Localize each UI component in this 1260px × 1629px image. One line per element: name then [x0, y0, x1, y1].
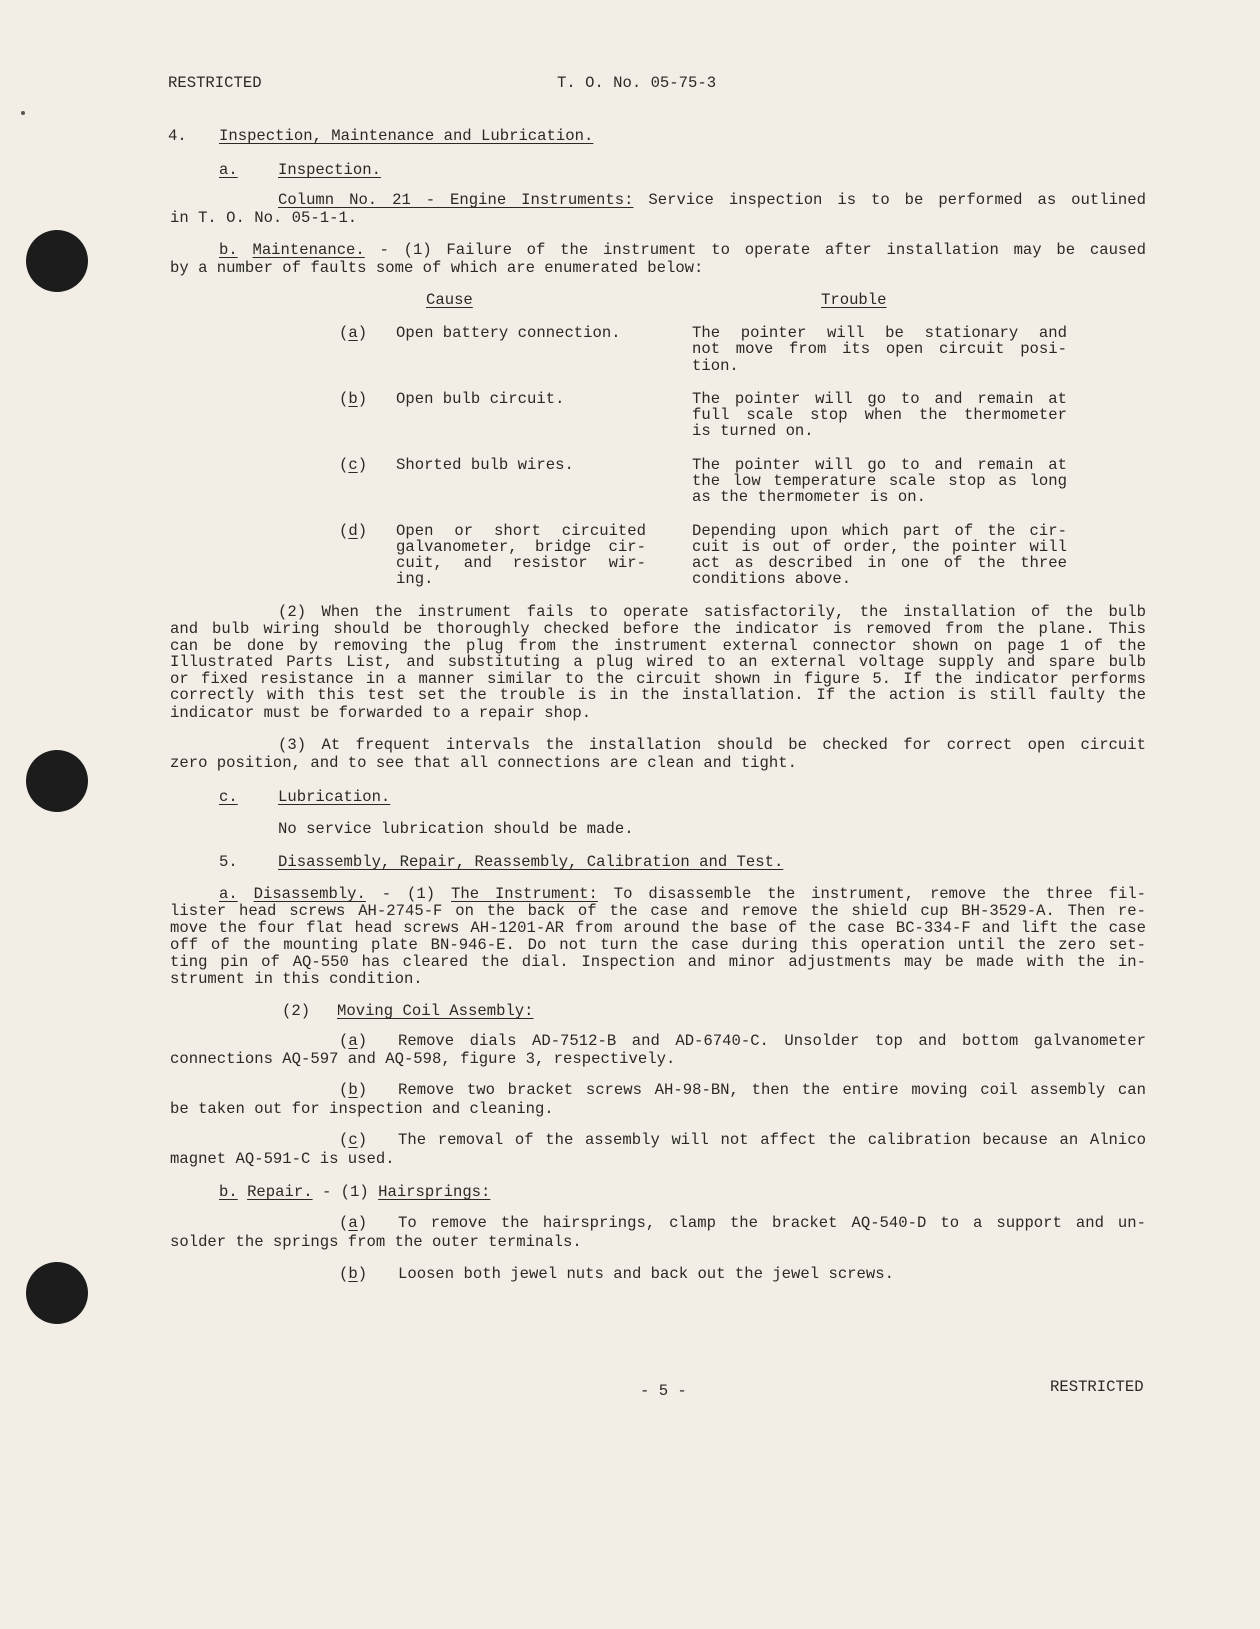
item-text: Remove two bracket screws AH-98-BN, then the entire moving coil assembly can — [398, 1081, 1146, 1099]
trouble-text: The pointer will go to and remain at — [692, 390, 1067, 408]
trouble-text: Depending upon which part of the cir- — [692, 522, 1067, 540]
trouble-text: cuit is out of order, the pointer will — [692, 538, 1067, 556]
disassembly-line: lister head screws AH-2745-F on the back of the case and remove the shield cup BH-3529-A. Then re- — [170, 902, 1146, 920]
trouble-text: not move from its open circuit posi- — [692, 340, 1067, 358]
lubrication-letter: c. — [219, 788, 238, 806]
cause-text: ing. — [396, 570, 434, 588]
maintenance-line — [219, 243, 1146, 258]
disassembly-letter: a. — [219, 885, 238, 903]
paragraph-2-line: indicator must be forwarded to a repair shop. — [170, 704, 592, 722]
speck — [21, 111, 25, 115]
inspection-line: in T. O. No. 05-1-1. — [170, 209, 358, 227]
cause-text: Open battery connection. — [396, 324, 621, 342]
section-5-title: Disassembly, Repair, Reassembly, Calibration and Test. — [278, 853, 784, 871]
section-5-number: 5. — [219, 853, 238, 871]
maintenance-line: by a number of faults some of which are enumerated below: — [170, 259, 704, 277]
item-text: solder the springs from the outer terminals. — [170, 1233, 582, 1251]
inspection-line — [278, 193, 1146, 208]
paragraph-2-line: (2) When the instrument fails to operate satisfactorily, the installation of the bulb — [278, 603, 1146, 621]
moving-coil-title: Moving Coil Assembly: — [337, 1002, 534, 1020]
row-letter: ( c ) — [339, 458, 367, 473]
disassembly-line: move the four flat head screws AH-1201-AR from around the base of the case BC-334-F and lift the case — [170, 919, 1146, 937]
footer-restricted: RESTRICTED — [1050, 1378, 1144, 1396]
lubrication-text: No service lubrication should be made. — [278, 820, 634, 838]
header-to-number: T. O. No. 05-75-3 — [557, 74, 717, 92]
page-number: - 5 - — [640, 1382, 687, 1400]
item-letter: ( a ) — [339, 1034, 367, 1049]
disassembly-text: To disassemble the instrument, remove the three fil- — [613, 885, 1147, 903]
maintenance-letter: b. — [219, 241, 238, 259]
item-text: Remove dials AD-7512-B and AD-6740-C. Unsolder top and bottom galvanometer — [398, 1032, 1146, 1050]
paragraph-2-line: and bulb wiring should be thoroughly checked before the indicator is removed from the plane. This — [170, 620, 1146, 638]
disassembly-line: off of the mounting plate BN-946-E. Do not turn the case during this operation until the zero set- — [170, 936, 1146, 954]
trouble-text: is turned on. — [692, 422, 814, 440]
trouble-text: full scale stop when the thermometer — [692, 406, 1067, 424]
disassembly-line: ting pin of AQ-550 has cleared the dial. Inspection and minor adjustments may be made with the in- — [170, 953, 1146, 971]
lubrication-title: Lubrication. — [278, 788, 391, 806]
trouble-text: tion. — [692, 357, 739, 375]
disassembly-line: strument in this condition. — [170, 970, 423, 988]
column-label: Column No. 21 - Engine Instruments: — [278, 191, 634, 209]
item-text: be taken out for inspection and cleaning. — [170, 1100, 554, 1118]
maintenance-title: Maintenance. — [252, 241, 365, 259]
section-4-number: 4. — [168, 127, 187, 145]
hairsprings-subtitle: Hairsprings: — [378, 1183, 491, 1201]
cause-text: Open or short circuited — [396, 522, 646, 540]
instrument-subtitle: The Instrument: — [451, 885, 598, 903]
row-letter: ( b ) — [339, 392, 367, 407]
disassembly-line — [219, 887, 1146, 902]
item-letter: ( c ) — [339, 1133, 367, 1148]
item-text: magnet AQ-591-C is used. — [170, 1150, 395, 1168]
inspection-title: Inspection. — [278, 161, 381, 179]
item-text: To remove the hairsprings, clamp the bracket AQ-540-D to a support and un- — [398, 1214, 1146, 1232]
item-text: The removal of the assembly will not affect the calibration because an Alnico — [398, 1131, 1146, 1149]
paragraph-2-line: correctly with this test set the trouble is in the installation. If the action is still faulty the — [170, 686, 1146, 704]
row-letter: ( d ) — [339, 524, 367, 539]
item-letter: ( a ) — [339, 1216, 367, 1231]
inspection-text: Service inspection is to be performed as outlined — [648, 191, 1147, 209]
trouble-text: as the thermometer is on. — [692, 488, 926, 506]
cause-text: galvanometer, bridge cir- — [396, 538, 646, 556]
punch-hole — [26, 230, 88, 292]
punch-hole — [26, 1262, 88, 1324]
section-4-title: Inspection, Maintenance and Lubrication. — [219, 127, 594, 145]
item-letter: ( b ) — [339, 1083, 367, 1098]
paragraph-2-line: or fixed resistance in a manner similar to the circuit shown in figure 5. If the indicator performs — [170, 670, 1146, 688]
trouble-text: act as described in one of the three — [692, 554, 1067, 572]
cause-text: Shorted bulb wires. — [396, 456, 574, 474]
inspection-letter: a. — [219, 161, 238, 179]
cause-text: cuit, and resistor wir- — [396, 554, 646, 572]
item-text: connections AQ-597 and AQ-598, figure 3, respectively. — [170, 1050, 676, 1068]
paragraph-2-line: can be done by removing the plug from the instrument external connector shown on page 1 of the — [170, 637, 1146, 655]
item-letter: ( b ) — [339, 1267, 367, 1282]
disassembly-title: Disassembly. — [253, 885, 366, 903]
moving-coil-number: (2) — [282, 1002, 311, 1020]
paragraph-3-line: zero position, and to see that all connections are clean and tight. — [170, 754, 797, 772]
item-text: Loosen both jewel nuts and back out the jewel screws. — [398, 1265, 894, 1283]
trouble-text: the low temperature scale stop as long — [692, 472, 1067, 490]
trouble-text: The pointer will be stationary and — [692, 324, 1067, 342]
maintenance-text: - (1) Failure of the instrument to operate after installation may be caused — [379, 241, 1146, 259]
paragraph-2-line: Illustrated Parts List, and substituting a plug wired to an external voltage supply and spare bulb — [170, 653, 1146, 671]
repair-line — [219, 1185, 490, 1200]
trouble-text: conditions above. — [692, 570, 852, 588]
item-number: - (1) — [381, 885, 436, 903]
repair-title: Repair. — [247, 1183, 313, 1201]
cause-header: Cause — [426, 291, 473, 309]
row-letter: ( a ) — [339, 326, 367, 341]
item-number: - (1) — [321, 1183, 369, 1201]
punch-hole — [26, 750, 88, 812]
trouble-header: Trouble — [821, 291, 887, 309]
repair-letter: b. — [219, 1183, 238, 1201]
trouble-text: The pointer will go to and remain at — [692, 456, 1067, 474]
header-restricted: RESTRICTED — [168, 74, 262, 92]
cause-text: Open bulb circuit. — [396, 390, 565, 408]
paragraph-3-line: (3) At frequent intervals the installation should be checked for correct open circuit — [278, 736, 1146, 754]
